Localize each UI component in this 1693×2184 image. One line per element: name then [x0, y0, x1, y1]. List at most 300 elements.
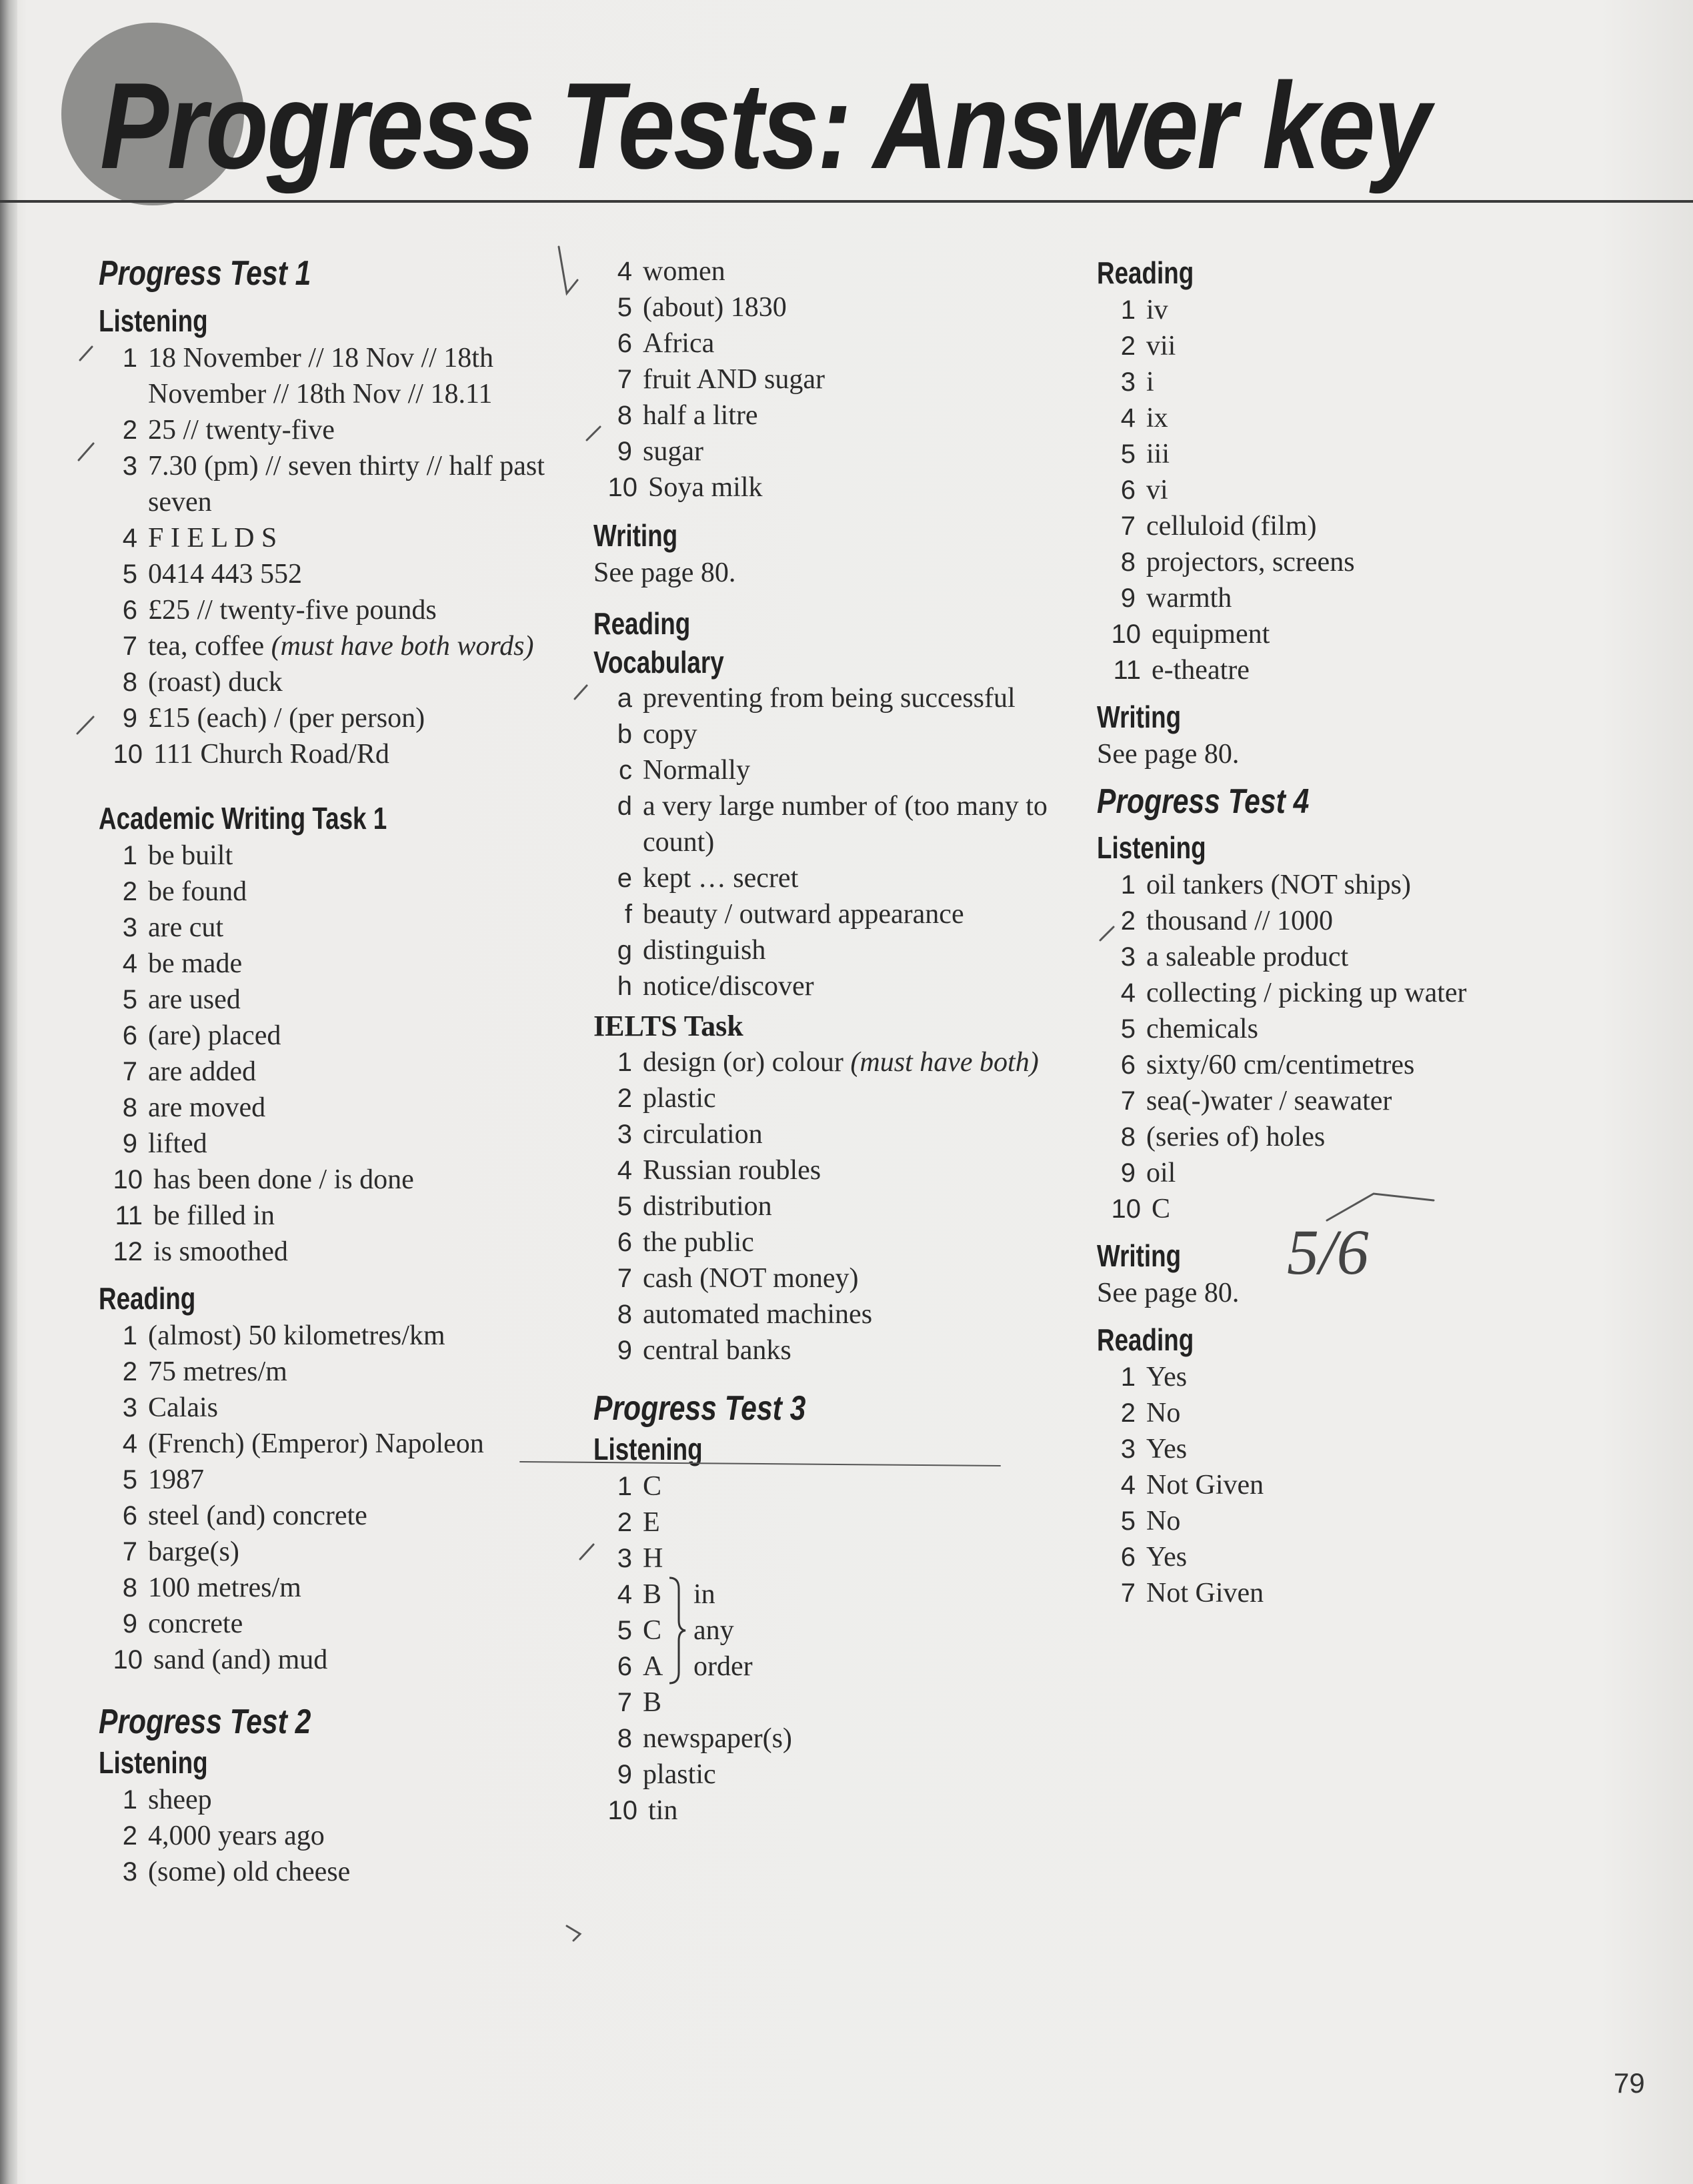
answer-number: 5	[122, 985, 137, 1014]
answer-item	[1097, 1155, 1604, 1191]
answer-text	[148, 448, 579, 520]
answer-number: h	[617, 972, 632, 1001]
answer-main: 18 November // 18 Nov // 18th November // 18th Nov // 18.11	[148, 343, 493, 409]
academic-writing-task-heading: Academic Writing Task 1	[99, 801, 387, 836]
answer-item	[593, 896, 1074, 932]
answer-item	[99, 874, 579, 910]
answer-item	[593, 1757, 1074, 1793]
answer-text	[1146, 1503, 1604, 1539]
answer-main: B	[643, 1579, 662, 1610]
answer-main: 4,000 years ago	[148, 1821, 325, 1851]
answer-text	[1146, 1467, 1604, 1503]
answer-number: 6	[617, 1228, 632, 1257]
answer-number: 9	[1120, 1158, 1136, 1188]
answer-number: 5	[617, 1616, 632, 1645]
answer-main: celluloid (film)	[1146, 511, 1317, 541]
answer-number: 5	[1120, 1506, 1136, 1536]
answer-number: 3	[1120, 367, 1136, 397]
answer-item	[99, 1462, 579, 1498]
answer-text	[1146, 1359, 1604, 1395]
answer-main: B	[643, 1687, 662, 1718]
answer-number: 1	[1120, 1362, 1136, 1392]
answer-text	[1146, 1431, 1604, 1467]
answer-item	[1097, 544, 1604, 580]
answer-main: chemicals	[1146, 1014, 1258, 1044]
pt1-reading-heading: Reading	[99, 1281, 196, 1316]
column-3	[1097, 253, 1604, 1611]
answer-item	[1097, 328, 1604, 364]
answer-item	[99, 1642, 579, 1678]
answer-item	[593, 1721, 1074, 1757]
progress-test-4-heading: Progress Test 4	[1097, 782, 1310, 821]
answer-text	[643, 680, 1074, 716]
answer-main: a very large number of (too many to count)	[643, 791, 1048, 858]
answer-item	[99, 946, 579, 982]
answer-number: 6	[1120, 1542, 1136, 1572]
answer-text	[1152, 616, 1604, 652]
pt3-reading-heading: Reading	[1097, 255, 1194, 290]
answer-item	[593, 289, 1074, 325]
answer-item	[593, 1260, 1074, 1296]
answer-number: 4	[1120, 1470, 1136, 1500]
answer-text	[643, 1504, 1074, 1540]
answer-main: be made	[148, 948, 243, 979]
answer-text	[1146, 1047, 1604, 1083]
answer-main: (series of) holes	[1146, 1122, 1326, 1152]
answer-number: 3	[617, 1120, 632, 1149]
answer-number: 4	[617, 1156, 632, 1185]
any-order-note	[693, 1576, 753, 1685]
answer-text	[1146, 1155, 1604, 1191]
answer-item	[99, 1390, 579, 1426]
answer-item	[1097, 903, 1604, 939]
answer-main: distribution	[643, 1191, 772, 1222]
answer-text	[1146, 436, 1604, 472]
answer-main: beauty / outward appearance	[643, 899, 964, 930]
answer-text	[643, 253, 1074, 289]
answer-main: collecting / picking up water	[1146, 978, 1467, 1008]
answer-number: 7	[1120, 1578, 1136, 1608]
answer-main: No	[1146, 1506, 1181, 1536]
answer-item	[99, 1606, 579, 1642]
answer-number: b	[617, 720, 632, 749]
answer-item	[1097, 472, 1604, 508]
answer-item	[593, 1116, 1074, 1152]
answer-item	[1097, 1503, 1604, 1539]
answer-text	[643, 1260, 1074, 1296]
answer-main: design (or) colour	[643, 1047, 843, 1078]
answer-text	[148, 520, 579, 556]
answer-text	[643, 788, 1074, 860]
answer-main: notice/discover	[643, 971, 814, 1002]
answer-number: 4	[617, 257, 632, 286]
answer-item	[99, 1426, 579, 1462]
answer-number: 6	[122, 596, 137, 625]
answer-text	[148, 1498, 579, 1534]
answer-item	[1097, 364, 1604, 400]
answer-number: 2	[122, 877, 137, 906]
answer-text	[643, 932, 1074, 968]
answer-main: vii	[1146, 331, 1176, 361]
answer-main: concrete	[148, 1608, 243, 1639]
answer-number: 5	[1120, 1014, 1136, 1044]
answer-item	[593, 752, 1074, 788]
answer-main: steel (and) concrete	[148, 1500, 367, 1531]
answer-item	[593, 361, 1074, 397]
answer-main: F I E L D S	[148, 523, 277, 554]
answer-text	[148, 838, 579, 874]
answer-item	[99, 910, 579, 946]
answer-text	[148, 556, 579, 592]
answer-text	[148, 1462, 579, 1498]
pt4-reading-heading: Reading	[1097, 1322, 1194, 1357]
answer-main: (almost) 50 kilometres/km	[148, 1320, 445, 1351]
answer-number: 12	[113, 1237, 143, 1266]
answer-item	[593, 1296, 1074, 1332]
answer-text	[1146, 508, 1604, 544]
answer-text	[148, 1606, 579, 1642]
answer-text	[1146, 472, 1604, 508]
answer-main: C	[643, 1615, 662, 1646]
answer-item	[99, 664, 579, 700]
answer-number: 2	[1120, 906, 1136, 936]
answer-main: fruit AND sugar	[643, 364, 825, 395]
answer-item	[593, 1044, 1074, 1080]
answer-number: e	[617, 864, 632, 893]
answer-main: iii	[1146, 439, 1170, 469]
answer-main: (French) (Emperor) Napoleon	[148, 1428, 484, 1459]
answer-main: projectors, screens	[1146, 547, 1355, 578]
answer-number: 10	[1111, 620, 1141, 649]
answer-main: thousand // 1000	[1146, 906, 1333, 936]
answer-number: 6	[617, 1652, 632, 1681]
answer-main: e-theatre	[1152, 655, 1250, 686]
answer-main: sugar	[643, 436, 703, 467]
answer-item	[1097, 1575, 1604, 1611]
answer-text	[148, 1818, 579, 1854]
answer-main: newspaper(s)	[643, 1723, 792, 1754]
answer-text	[1146, 939, 1604, 975]
answer-item	[1097, 1119, 1604, 1155]
answer-number: 5	[617, 1192, 632, 1221]
answer-main: tea, coffee	[148, 631, 265, 662]
answer-number: 10	[1111, 1194, 1141, 1224]
answer-text	[643, 1224, 1074, 1260]
answer-item	[1097, 867, 1604, 903]
answer-text	[148, 1782, 579, 1818]
answer-text	[1146, 292, 1604, 328]
answer-item	[1097, 580, 1604, 616]
answer-text	[1152, 652, 1604, 688]
answer-item	[99, 1318, 579, 1354]
answer-item	[593, 325, 1074, 361]
answer-main: plastic	[643, 1083, 716, 1114]
answer-text	[148, 340, 579, 412]
answer-main: Not Given	[1146, 1578, 1264, 1608]
answer-number: 3	[122, 451, 137, 481]
answer-number: 3	[122, 1393, 137, 1422]
answer-number: 10	[607, 473, 637, 502]
answer-text	[643, 1332, 1074, 1368]
answer-item	[99, 628, 579, 664]
answer-main: £15 (each) / (per person)	[148, 703, 425, 734]
answer-main: Africa	[643, 328, 715, 359]
answer-main: C	[643, 1471, 662, 1502]
answer-text	[643, 289, 1074, 325]
answer-number: g	[617, 936, 632, 965]
answer-number: 6	[1120, 1050, 1136, 1080]
answer-number: 11	[1113, 656, 1141, 685]
pt2-listening-cont-list	[593, 253, 1074, 505]
answer-item	[1097, 1431, 1604, 1467]
answer-number: 8	[1120, 1122, 1136, 1152]
answer-item	[1097, 975, 1604, 1011]
handwritten-score: 5/6	[1287, 1216, 1369, 1288]
answer-number: 2	[617, 1084, 632, 1113]
answer-text	[648, 1793, 1074, 1829]
answer-number: 9	[617, 437, 632, 466]
answer-number: 3	[617, 1544, 632, 1573]
answer-main: half a litre	[643, 400, 758, 431]
answer-number: 9	[122, 1609, 137, 1639]
answer-text	[643, 968, 1074, 1004]
answer-item	[1097, 1011, 1604, 1047]
answer-item	[593, 788, 1074, 860]
answer-main: H	[643, 1543, 663, 1574]
answer-item	[593, 1152, 1074, 1188]
answer-item	[99, 1354, 579, 1390]
answer-text	[1146, 328, 1604, 364]
answer-main: copy	[643, 719, 697, 750]
answer-number: 5	[617, 293, 632, 322]
answer-number: 3	[122, 1857, 137, 1887]
answer-number: 8	[617, 401, 632, 430]
answer-main: tin	[648, 1795, 678, 1826]
answer-main: E	[643, 1507, 660, 1538]
answer-text	[148, 910, 579, 946]
answer-number: 11	[115, 1201, 143, 1230]
answer-number: 5	[122, 1465, 137, 1494]
answer-number: 8	[1120, 548, 1136, 577]
pt2-listening-list	[99, 1782, 579, 1890]
answer-number: 6	[617, 329, 632, 358]
answer-text	[643, 752, 1074, 788]
answer-item	[593, 860, 1074, 896]
answer-item	[593, 397, 1074, 433]
answer-number: 4	[122, 1429, 137, 1458]
answer-number: 8	[122, 1093, 137, 1122]
answer-item	[99, 1090, 579, 1126]
answer-text	[148, 1354, 579, 1390]
answer-main: equipment	[1152, 619, 1270, 650]
answer-item	[99, 700, 579, 736]
answer-number: 2	[1120, 331, 1136, 361]
answer-main: be filled in	[153, 1200, 275, 1231]
answer-main: (are) placed	[148, 1020, 281, 1051]
answer-number: 1	[1120, 295, 1136, 325]
page-title: Progress Tests: Answer key	[100, 57, 1430, 194]
answer-number: 1	[617, 1472, 632, 1501]
answer-main: oil tankers (NOT ships)	[1146, 870, 1412, 900]
answer-number: 9	[122, 704, 137, 733]
answer-item	[99, 736, 579, 772]
answer-item	[99, 520, 579, 556]
answer-main: 100 metres/m	[148, 1572, 301, 1603]
brace-word-any: any	[693, 1615, 734, 1646]
answer-item	[99, 340, 579, 412]
answer-main: are added	[148, 1056, 257, 1087]
answer-main: circulation	[643, 1119, 763, 1150]
answer-main: 0414 443 552	[148, 559, 302, 590]
answer-main: (roast) duck	[148, 667, 283, 698]
answer-text	[1146, 400, 1604, 436]
answer-main: 1987	[148, 1464, 204, 1495]
answer-main: 25 // twenty-five	[148, 415, 335, 445]
answer-text	[148, 1570, 579, 1606]
answer-item	[99, 1570, 579, 1606]
pt1-reading-list	[99, 1318, 579, 1678]
answer-text	[1146, 1539, 1604, 1575]
answer-main: are used	[148, 984, 241, 1015]
pt3-reading-list	[1097, 292, 1604, 688]
answer-number: 2	[122, 1357, 137, 1386]
answer-item	[593, 469, 1074, 505]
answer-main: plastic	[643, 1759, 716, 1790]
answer-main: a saleable product	[1146, 942, 1349, 972]
answer-text	[643, 1757, 1074, 1793]
answer-number: 10	[607, 1796, 637, 1825]
answer-text	[148, 1390, 579, 1426]
answer-number: 10	[113, 740, 143, 769]
answer-number: 7	[1120, 511, 1136, 541]
answer-main: Russian roubles	[643, 1155, 821, 1186]
answer-number: 7	[617, 1264, 632, 1293]
answer-number: a	[617, 684, 632, 713]
answer-item	[593, 1793, 1074, 1829]
answer-text	[643, 860, 1074, 896]
answer-text	[648, 469, 1074, 505]
answer-item	[1097, 292, 1604, 328]
answer-number: 6	[122, 1501, 137, 1530]
answer-number: c	[619, 756, 632, 785]
answer-item	[593, 1612, 1074, 1649]
answer-number: 8	[122, 1573, 137, 1602]
pt2-listening-heading: Listening	[99, 1745, 208, 1780]
ielts-task-heading: IELTS Task	[593, 1010, 743, 1042]
answer-text	[153, 1162, 579, 1198]
answer-item	[1097, 652, 1604, 688]
answer-text	[643, 1152, 1074, 1188]
answer-item	[593, 716, 1074, 752]
answer-text	[148, 1126, 579, 1162]
answer-main: Soya milk	[648, 472, 763, 503]
answer-main: sand (and) mud	[153, 1645, 328, 1675]
answer-main: warmth	[1146, 583, 1232, 614]
brace-word-order: order	[693, 1651, 753, 1682]
answer-text	[643, 397, 1074, 433]
answer-main: has been done / is done	[153, 1164, 414, 1195]
answer-item	[593, 1224, 1074, 1260]
answer-item	[593, 1468, 1074, 1504]
answer-item	[593, 968, 1074, 1004]
answer-main: women	[643, 256, 725, 287]
answer-text	[643, 1468, 1074, 1504]
answer-item	[99, 1018, 579, 1054]
answer-number: 7	[1120, 1086, 1136, 1116]
answer-number: 6	[122, 1021, 137, 1050]
answer-item	[593, 253, 1074, 289]
answer-main: Yes	[1146, 1542, 1188, 1572]
answer-number: 1	[122, 1321, 137, 1350]
answer-item	[593, 1188, 1074, 1224]
answer-text	[1146, 975, 1604, 1011]
answer-text	[148, 1054, 579, 1090]
answer-item	[99, 556, 579, 592]
answer-number: 3	[1120, 1434, 1136, 1464]
progress-test-1-heading: Progress Test 1	[99, 254, 311, 293]
answer-note: (must have both words)	[271, 631, 534, 662]
answer-item	[1097, 400, 1604, 436]
answer-number: d	[617, 792, 632, 821]
pt2-writing-text: See page 80.	[593, 558, 736, 588]
answer-number: 1	[122, 841, 137, 870]
answer-item	[1097, 1047, 1604, 1083]
answer-main: oil	[1146, 1158, 1176, 1188]
answer-number: 2	[122, 1821, 137, 1851]
pt1-listening-list	[99, 340, 579, 772]
answer-item	[99, 1818, 579, 1854]
answer-number: 1	[617, 1048, 632, 1077]
answer-text	[148, 628, 579, 664]
answer-main: Not Given	[1146, 1470, 1264, 1500]
answer-text	[1146, 867, 1604, 903]
answer-text	[1146, 580, 1604, 616]
answer-text	[643, 1044, 1074, 1080]
answer-main: 111 Church Road/Rd	[153, 739, 389, 770]
ielts-task-list	[593, 1044, 1074, 1368]
vocabulary-heading: Vocabulary	[593, 645, 724, 680]
answer-main: are moved	[148, 1092, 266, 1123]
answer-text	[643, 1116, 1074, 1152]
progress-test-2-heading: Progress Test 2	[99, 1703, 311, 1741]
answer-text	[148, 946, 579, 982]
answer-main: (some) old cheese	[148, 1857, 351, 1887]
brace-word-in: in	[693, 1579, 715, 1610]
answer-item	[99, 982, 579, 1018]
answer-number: 1	[122, 1785, 137, 1815]
answer-text	[148, 592, 579, 628]
answer-main: kept … secret	[643, 863, 799, 894]
answer-text	[1146, 1083, 1604, 1119]
answer-number: 9	[617, 1760, 632, 1789]
answer-item	[1097, 1395, 1604, 1431]
answer-text	[153, 736, 579, 772]
answer-number: 4	[122, 949, 137, 978]
answer-item	[593, 433, 1074, 469]
answer-main: Yes	[1146, 1362, 1188, 1392]
answer-main: A	[643, 1651, 663, 1682]
answer-text	[153, 1234, 579, 1270]
answer-text	[148, 700, 579, 736]
answer-number: 7	[617, 1688, 632, 1717]
answer-number: 7	[617, 365, 632, 394]
answer-number: 4	[1120, 978, 1136, 1008]
vocabulary-list	[593, 680, 1074, 1004]
answer-text	[1146, 364, 1604, 400]
answer-number: 5	[1120, 439, 1136, 469]
answer-item	[99, 1854, 579, 1890]
answer-item	[593, 1504, 1074, 1540]
